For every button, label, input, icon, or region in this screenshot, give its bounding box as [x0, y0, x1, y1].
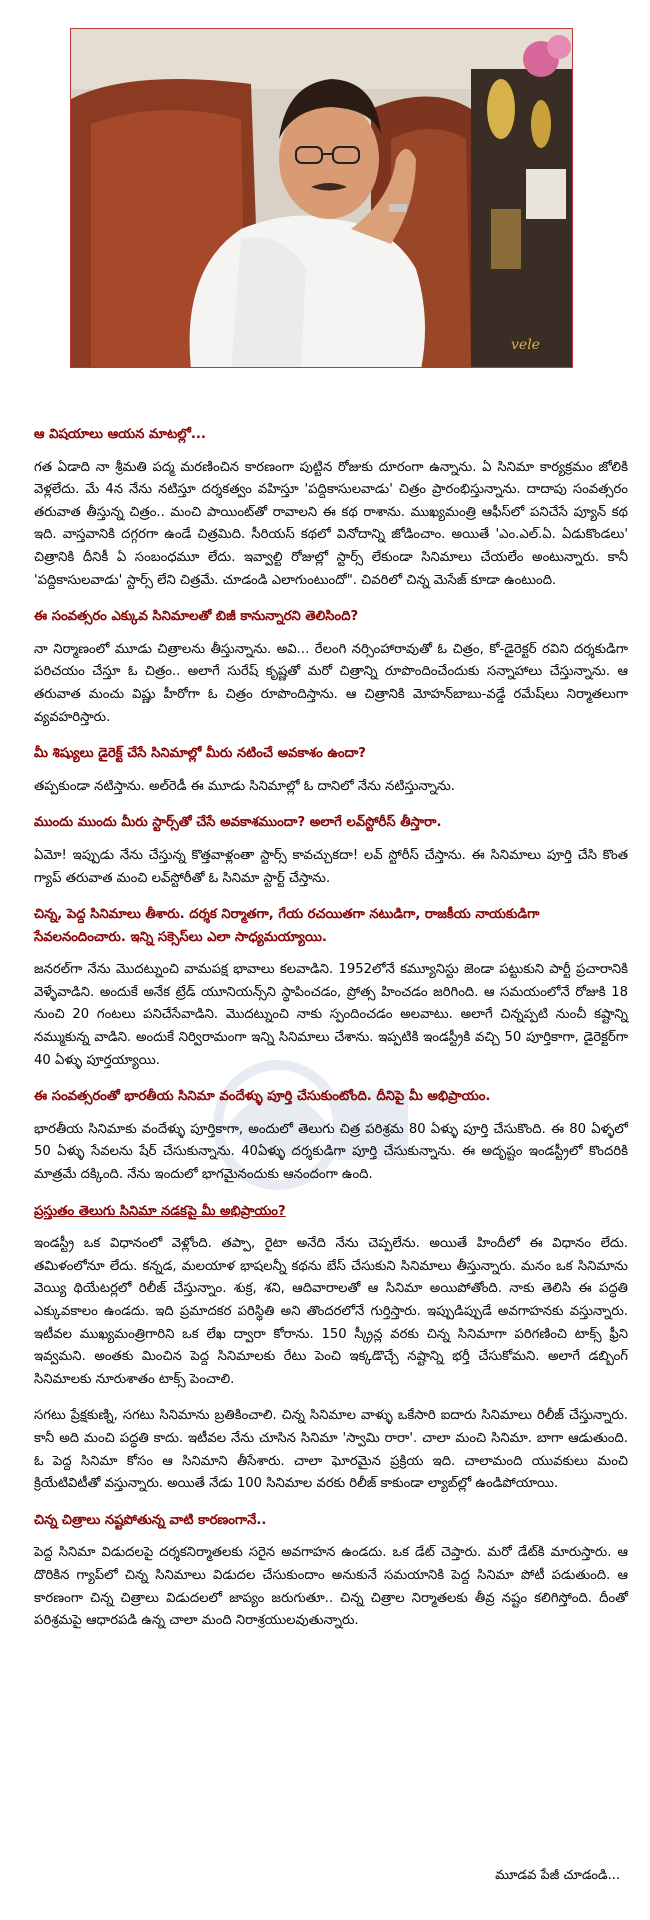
answer-paragraph: గత ఏడాది నా శ్రీమతి పద్మ మరణించిన కారణంగా పుట్టిన రోజుకు దూరంగా ఉన్నాను. ఏ సినిమా కార్యక్రమం జోలికి వెళ్లలేదు. మే 4న నేను నటిస్తూ దర్శకత్వం వహిస్తూ 'పద్దికాసులవాడు' చిత్రం ప్రారంభిస్తున్నాను. దాదాపు సంవత్సరం తరువాత తీస్తున్న చిత్రం.. మంచి పాయింట్‌తో రావాలని ఈ కథ రాశాను. ముఖ్యమంత్రి ఆఫీస్‌లో పనిచేసే ప్యూన్ కథ ఇది. వాస్తవానికి దగ్గరగా ఉండే చిత్రమిది. సీరియస్ కథలో వినోదాన్ని జోడించాం. అయితే 'ఎం.ఎల్.ఏ. ఏడుకొండలు' చిత్రానికి దీనికీ ఏ సంబంధమూ లేదు. ఇవ్వాల్టి రోజుల్లో స్టార్స్ లేకుండా సినిమాలు చేయలేం అంటున్నారు. కానీ 'పద్దికాసులవాడు' స్టార్స్ లేని చిత్రమే. చూడండి ఎలాగుంటుందో". చివరిలో చిన్న మెసేజ్ కూడా ఉంటుంది.: [34, 459, 628, 588]
interview-photo: [70, 28, 573, 368]
answer-paragraph: నా నిర్మాణంలో మూడు చిత్రాలను తీస్తున్నాను. అవి... రేలంగి నర్సింహారావుతో ఓ చిత్రం, కో-డైరెక్టర్ రవిని దర్శకుడిగా పరిచయం చేస్తూ ఓ చిత్రం.. అలాగే సురేష్ కృష్ణతో మరో చిత్రాన్ని రూపొందించేందుకు సన్నాహాలు చేస్తున్నాను. ఆ తరువాత మంచు విష్ణు హీరోగా ఓ చిత్రం రూపొందిస్తాను. ఆ చిత్రానికి మోహన్‌బాబు-వడ్డే రమేష్‌లు నిర్మాతలుగా వ్యవహరిస్తారు.: [34, 641, 628, 725]
answer-paragraph: జనరల్‌గా నేను మొదట్నుంచి వామపక్ష భావాలు కలవాడిని. 1952లోనే కమ్యూనిస్టు జెండా పట్టుకుని పార్టీ ప్రచారానికి వెళ్ళేవాడిని. అందుకే అనేక ట్రేడ్ యూనియన్స్‌ని స్థాపించడం, ప్రోత్స హించడం జరిగింది. ఆ సమయంలోనే రోజుకి 18 నుంచి 20 గంటలు పనిచేసేవాడిని. మొదట్నుంచి నాకు స్పందించడం అలవాటు. అలాగే చిన్నప్పటి నుంచీ కష్టాన్ని నమ్ముకున్న వాడిని. అందుకే నిర్విరామంగా ఇన్ని సినిమాలు చేశాను. ఇప్పటికి ఇండస్ట్రీకి వచ్చి 50 పూర్తికాగా, డైరెక్టర్‌గా 40 ఏళ్ళు పూర్తయ్యాయి.: [34, 962, 628, 1068]
article-body: [34, 424, 628, 1647]
answer-paragraph: ఇండస్ట్రీ ఒక విధానంలో వెళ్లోంది. తప్పా, రైటా అనేది నేను చెప్పలేను. అయితే హిందీలో ఈ విధానం లేదు. తమిళంలోనూ లేదు. కన్నడ, మలయాళ భాషలన్నీ కథను బేస్ చేసుకుని సినిమాలు తీస్తున్నారు. మనం ఒక సినిమాను వెయ్యి థియేటర్లలో రిలీజ్ చేస్తున్నాం. శుక్ర, శని, ఆదివారాలతో ఆ సినిమా అయిపోతోంది. నాకు తెలిసి ఈ పద్ధతి ఎక్కువకాలం ఉండదు. ఇది ప్రమాదకర పరిస్థితి అని తొందరలోనే గుర్తిస్తారు. ఇప్పుడిప్పుడే అవగాహనకు వస్తున్నారు. ఇటీవల ముఖ్యమంత్రిగారిని ఒక లేఖ ద్వారా కోరాను. 150 స్క్రీన్ల వరకు చిన్న సినిమాగా పరిగణించి టాక్స్ ఫ్రీని ఇవ్వమని. అంతకు మించిన పెద్ద సినిమాలకు రేటు పెంచి ఇక్కడొచ్చే నష్టాన్ని భర్తీ చేసుకోమని. అలాగే డబ్బింగ్ సినిమాలకు నూరుశాతం టాక్స్ పెంచాలి.: [34, 1236, 628, 1387]
question-heading: మీ శిష్యులు డైరెక్ట్ చేసే సినిమాల్లో మీరు నటించే అవకాశం ఉందా?: [34, 746, 366, 762]
question-heading: ప్రస్తుతం తెలుగు సినిమా నడకపై మీ అభిప్రాయం?: [34, 1203, 286, 1219]
question-heading: ఈ సంవత్సరం ఎక్కువ సినిమాలతో బిజీ కానున్నారని తెలిసింది?: [34, 609, 359, 625]
continue-page-note: మూడవ పేజీ చూడండి...: [495, 1868, 620, 1883]
question-heading: చిన్న, పెద్ద సినిమాలు తీశారు. దర్శక నిర్మాతగా, గేయ రచయితగా నటుడిగా, రాజకీయ నాయకుడిగా సేవలనందించారు. ఇన్ని సక్సెస్‌లు ఎలా సాధ్యమయ్యాయి.: [34, 907, 540, 945]
question-heading: ఈ సంవత్సరంతో భారతీయ సినిమా వందేళ్ళు పూర్తి చేసుకుంటోంది. దీనిపై మీ అభిప్రాయం.: [34, 1089, 491, 1105]
question-heading: చిన్న చిత్రాలు నష్టపోతున్న వాటి కారణంగానే..: [34, 1512, 267, 1528]
svg-text:vele: vele: [511, 337, 540, 353]
answer-paragraph: ఏమో! ఇప్పుడు నేను చేస్తున్న కొత్తవాళ్లంతా స్టార్స్ కావచ్చుకదా! లవ్ స్టోరీస్ చేస్తాను. ఈ సినిమాలు పూర్తి చేసి కొంత గ్యాప్ తరువాత మంచి లవ్‌స్టోరీతో ఓ సినిమా స్టార్ట్ చేస్తాను.: [34, 847, 628, 886]
answer-paragraph: పెద్ద సినిమా విడుదలపై దర్శకనిర్మాతలకు సరైన అవగాహన ఉండదు. ఒక డేట్ చెప్తారు. మరో డేట్‌కి మారుస్తారు. ఆ దొరికిన గ్యాప్‌లో చిన్న సినిమాలు విడుదల చేసుకుందాం అనుకునే సమయానికి పెద్ద సినిమా పోటీ పడుతుంది. ఆ కారణంగా చిన్న చిత్రాలు విడుదలలో జాప్యం జరుగుతూ.. చిన్న చిత్రాల నిర్మాతలకు తీవ్ర నష్టం కలిగిస్తోంది. దీంతో పరిశ్రమపై ఆధారపడి ఉన్న చాలా మంది నిరాశ్రయులవుతున్నారు.: [34, 1545, 628, 1629]
answer-paragraph: సగటు ప్రేక్షకుణ్ని, సగటు సినిమాను బ్రతికించాలి. చిన్న సినిమాల వాళ్ళు ఒకేసారి ఐదారు సినిమాలు రిలీజ్ చేస్తున్నారు. కానీ అది మంచి పద్ధతి కాదు. ఇటీవల నేను చూసిన సినిమా 'స్వామి రారా'. చాలా మంచి సినిమా. బాగా ఆడుతుంది. ఓ పెద్ద సినిమా కోసం ఆ సినిమాని తీసేశారు. చాలా ఘోరమైన ప్రక్రియ ఇది. చాలామంది యువకులు మంచి క్రియేటివిటీతో వస్తున్నారు. అయితే నేడు 100 సినిమాల వరకు రిలీజ్ కాకుండా ల్యాబ్‌ల్లో ఉండిపోయాయి.: [34, 1408, 628, 1492]
portrait-image: [71, 29, 573, 368]
answer-paragraph: భారతీయ సినిమాకు వందేళ్ళు పూర్తికాగా, అందులో తెలుగు చిత్ర పరిశ్రమ 80 ఏళ్ళు పూర్తి చేసుకొంది. ఈ 80 ఏళ్ళలో 50 ఏళ్ళు సేవలను షేర్ చేసుకున్నాను. 40ఏళ్ళు దర్శకుడిగా పూర్తి చేసుకున్నాను. ఈ అదృష్టం ఇండస్ట్రీలో కొందరికి మాత్రమే దక్కింది. నేను ఇందులో భాగమైనందుకు ఆనందంగా ఉంది.: [34, 1121, 628, 1183]
question-heading: ముందు ముందు మీరు స్టార్స్‌తో చేసే అవకాశముందా? అలాగే లవ్‌స్టోరీస్ తీస్తారా.: [34, 815, 442, 831]
question-heading: ఆ విషయాలు ఆయన మాటల్లో...: [34, 427, 206, 442]
answer-paragraph: తప్పకుండా నటిస్తాను. అల్‌రెడీ ఈ మూడు సినిమాల్లో ఓ దానిలో నేను నటిస్తున్నాను.: [34, 778, 455, 794]
